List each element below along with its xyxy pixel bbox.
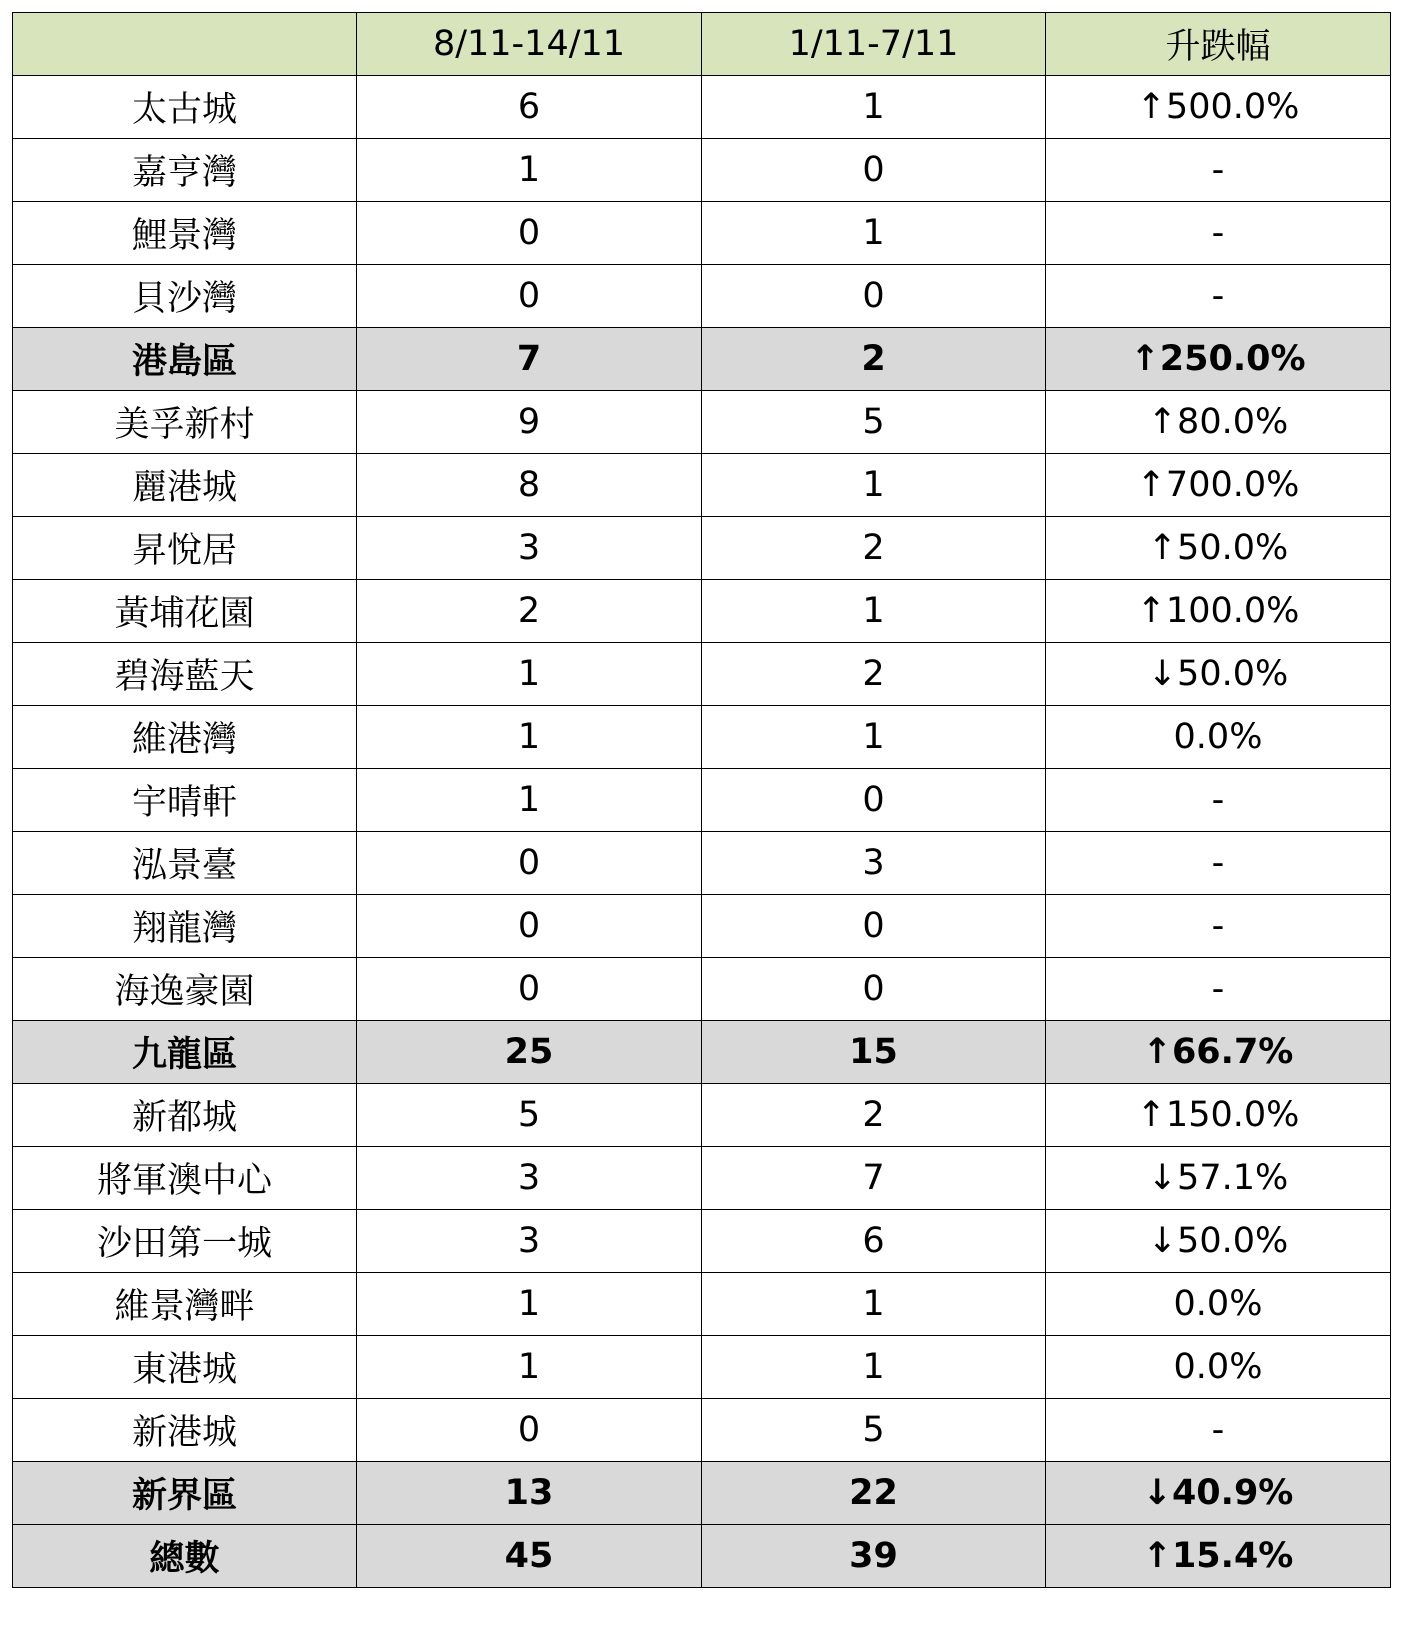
current-week-count-cell: 0	[357, 832, 702, 895]
previous-week-count-cell: 1	[702, 1273, 1046, 1336]
current-week-count-cell: 13	[357, 1462, 702, 1525]
estate-name-cell: 總數	[13, 1525, 357, 1588]
change-percent-cell: ↓40.9%	[1046, 1462, 1391, 1525]
current-week-count-cell: 1	[357, 706, 702, 769]
current-week-count-cell: 0	[357, 895, 702, 958]
estate-name-cell: 鯉景灣	[13, 202, 357, 265]
current-week-count-cell: 1	[357, 1273, 702, 1336]
estate-name-cell: 太古城	[13, 76, 357, 139]
current-week-count-cell: 25	[357, 1021, 702, 1084]
current-week-count-cell: 2	[357, 580, 702, 643]
change-percent-cell: 0.0%	[1046, 706, 1391, 769]
estate-name-cell: 新界區	[13, 1462, 357, 1525]
current-week-count-cell: 5	[357, 1084, 702, 1147]
change-percent-cell: ↑80.0%	[1046, 391, 1391, 454]
change-percent-cell: 0.0%	[1046, 1336, 1391, 1399]
previous-week-count-cell: 1	[702, 454, 1046, 517]
table-row	[13, 580, 1391, 643]
header-estate	[13, 13, 357, 76]
change-percent-cell: -	[1046, 832, 1391, 895]
change-percent-cell: ↓50.0%	[1046, 1210, 1391, 1273]
change-percent-cell: ↑700.0%	[1046, 454, 1391, 517]
current-week-count-cell: 0	[357, 265, 702, 328]
current-week-count-cell: 1	[357, 769, 702, 832]
table-row	[13, 643, 1391, 706]
previous-week-count-cell: 0	[702, 895, 1046, 958]
current-week-count-cell: 1	[357, 1336, 702, 1399]
previous-week-count-cell: 3	[702, 832, 1046, 895]
estate-name-cell: 翔龍灣	[13, 895, 357, 958]
estate-name-cell: 九龍區	[13, 1021, 357, 1084]
table-row	[13, 517, 1391, 580]
estate-name-cell: 新港城	[13, 1399, 357, 1462]
change-percent-cell: ↑150.0%	[1046, 1084, 1391, 1147]
current-week-count-cell: 0	[357, 202, 702, 265]
change-percent-cell: ↑50.0%	[1046, 517, 1391, 580]
transaction-table-container	[12, 12, 1391, 1588]
previous-week-count-cell: 2	[702, 517, 1046, 580]
subtotal-row	[13, 1462, 1391, 1525]
current-week-count-cell: 3	[357, 1147, 702, 1210]
change-percent-cell: ↑100.0%	[1046, 580, 1391, 643]
current-week-count-cell: 8	[357, 454, 702, 517]
estate-name-cell: 麗港城	[13, 454, 357, 517]
header-current-week: 8/11-14/11	[357, 13, 702, 76]
table-row	[13, 706, 1391, 769]
table-body	[13, 76, 1391, 1588]
subtotal-row	[13, 328, 1391, 391]
table-header	[13, 13, 1391, 76]
estate-name-cell: 海逸豪園	[13, 958, 357, 1021]
change-percent-cell: -	[1046, 958, 1391, 1021]
previous-week-count-cell: 1	[702, 202, 1046, 265]
previous-week-count-cell: 15	[702, 1021, 1046, 1084]
table-row	[13, 1273, 1391, 1336]
previous-week-count-cell: 0	[702, 958, 1046, 1021]
header-previous-week: 1/11-7/11	[702, 13, 1046, 76]
estate-name-cell: 維港灣	[13, 706, 357, 769]
current-week-count-cell: 6	[357, 76, 702, 139]
change-percent-cell: ↑500.0%	[1046, 76, 1391, 139]
estate-name-cell: 貝沙灣	[13, 265, 357, 328]
header-row	[13, 13, 1391, 76]
change-percent-cell: ↓57.1%	[1046, 1147, 1391, 1210]
previous-week-count-cell: 39	[702, 1525, 1046, 1588]
previous-week-count-cell: 1	[702, 76, 1046, 139]
table-row	[13, 895, 1391, 958]
subtotal-row	[13, 1021, 1391, 1084]
estate-name-cell: 嘉亨灣	[13, 139, 357, 202]
estate-name-cell: 碧海藍天	[13, 643, 357, 706]
estate-name-cell: 美孚新村	[13, 391, 357, 454]
transaction-comparison-table	[12, 12, 1391, 1588]
table-row	[13, 139, 1391, 202]
estate-name-cell: 昇悅居	[13, 517, 357, 580]
table-row	[13, 958, 1391, 1021]
change-percent-cell: ↑250.0%	[1046, 328, 1391, 391]
current-week-count-cell: 3	[357, 517, 702, 580]
change-percent-cell: -	[1046, 202, 1391, 265]
table-row	[13, 265, 1391, 328]
previous-week-count-cell: 2	[702, 1084, 1046, 1147]
change-percent-cell: -	[1046, 139, 1391, 202]
estate-name-cell: 沙田第一城	[13, 1210, 357, 1273]
estate-name-cell: 宇晴軒	[13, 769, 357, 832]
previous-week-count-cell: 0	[702, 265, 1046, 328]
table-row	[13, 76, 1391, 139]
table-row	[13, 1084, 1391, 1147]
estate-name-cell: 港島區	[13, 328, 357, 391]
table-row	[13, 454, 1391, 517]
estate-name-cell: 將軍澳中心	[13, 1147, 357, 1210]
current-week-count-cell: 7	[357, 328, 702, 391]
change-percent-cell: ↑66.7%	[1046, 1021, 1391, 1084]
current-week-count-cell: 1	[357, 139, 702, 202]
change-percent-cell: ↓50.0%	[1046, 643, 1391, 706]
previous-week-count-cell: 2	[702, 328, 1046, 391]
previous-week-count-cell: 7	[702, 1147, 1046, 1210]
table-row	[13, 1147, 1391, 1210]
change-percent-cell: ↑15.4%	[1046, 1525, 1391, 1588]
previous-week-count-cell: 1	[702, 580, 1046, 643]
estate-name-cell: 東港城	[13, 1336, 357, 1399]
table-row	[13, 832, 1391, 895]
previous-week-count-cell: 0	[702, 769, 1046, 832]
estate-name-cell: 新都城	[13, 1084, 357, 1147]
previous-week-count-cell: 1	[702, 706, 1046, 769]
table-row	[13, 202, 1391, 265]
previous-week-count-cell: 2	[702, 643, 1046, 706]
change-percent-cell: -	[1046, 895, 1391, 958]
estate-name-cell: 泓景臺	[13, 832, 357, 895]
current-week-count-cell: 0	[357, 958, 702, 1021]
header-change: 升跌幅	[1046, 13, 1391, 76]
current-week-count-cell: 45	[357, 1525, 702, 1588]
table-row	[13, 391, 1391, 454]
change-percent-cell: -	[1046, 265, 1391, 328]
previous-week-count-cell: 0	[702, 139, 1046, 202]
previous-week-count-cell: 1	[702, 1336, 1046, 1399]
change-percent-cell: 0.0%	[1046, 1273, 1391, 1336]
table-row	[13, 1336, 1391, 1399]
table-row	[13, 769, 1391, 832]
previous-week-count-cell: 5	[702, 391, 1046, 454]
table-row	[13, 1399, 1391, 1462]
current-week-count-cell: 9	[357, 391, 702, 454]
current-week-count-cell: 1	[357, 643, 702, 706]
change-percent-cell: -	[1046, 769, 1391, 832]
estate-name-cell: 維景灣畔	[13, 1273, 357, 1336]
previous-week-count-cell: 22	[702, 1462, 1046, 1525]
table-row	[13, 1210, 1391, 1273]
current-week-count-cell: 0	[357, 1399, 702, 1462]
change-percent-cell: -	[1046, 1399, 1391, 1462]
current-week-count-cell: 3	[357, 1210, 702, 1273]
previous-week-count-cell: 5	[702, 1399, 1046, 1462]
previous-week-count-cell: 6	[702, 1210, 1046, 1273]
estate-name-cell: 黃埔花園	[13, 580, 357, 643]
subtotal-row	[13, 1525, 1391, 1588]
